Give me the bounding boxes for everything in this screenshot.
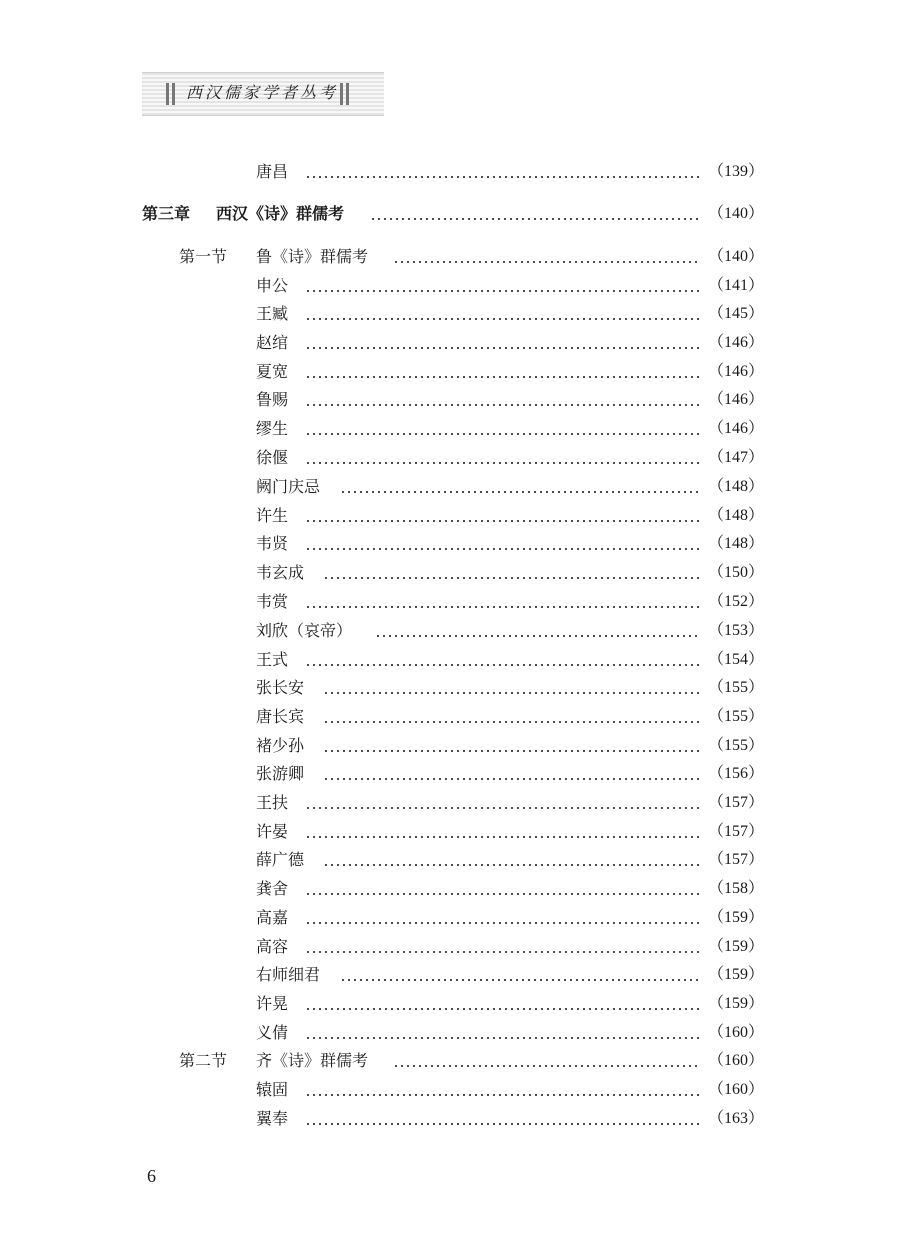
toc-entry-row xyxy=(256,1078,765,1102)
dot-leader xyxy=(305,836,700,838)
toc-title: 阙门庆忌 xyxy=(256,477,321,496)
dot-leader xyxy=(370,218,700,220)
toc-title: 高嘉 xyxy=(256,908,289,927)
toc-title: 右师细君 xyxy=(256,965,321,984)
dot-leader xyxy=(305,606,700,608)
toc-page-ref: （155） xyxy=(708,737,765,754)
toc-page-ref: （150） xyxy=(708,564,765,581)
toc-entry-row xyxy=(256,619,765,643)
toc-title: 夏宽 xyxy=(256,362,289,381)
toc-entry-row xyxy=(256,762,765,786)
toc-page-ref: （163） xyxy=(708,1110,765,1127)
toc-page-ref: （146） xyxy=(708,391,765,408)
dot-leader xyxy=(305,176,700,178)
toc-page-ref: （155） xyxy=(708,708,765,725)
toc-title: 高容 xyxy=(256,937,289,956)
dot-leader xyxy=(305,548,700,550)
dot-leader xyxy=(305,433,700,435)
toc-entry-row xyxy=(256,360,765,384)
toc-title: 许生 xyxy=(256,506,289,525)
toc-title: 薛广德 xyxy=(256,850,305,869)
toc-entry-row xyxy=(256,648,765,672)
toc-page-ref: （159） xyxy=(708,909,765,926)
toc-title: 义倩 xyxy=(256,1023,289,1042)
dot-leader xyxy=(305,1008,700,1010)
toc-page-ref: （152） xyxy=(708,593,765,610)
toc-page-ref: （160） xyxy=(708,1024,765,1041)
toc-title: 王扶 xyxy=(256,793,289,812)
toc-entry-row xyxy=(256,676,765,700)
dot-leader xyxy=(305,376,700,378)
dot-leader xyxy=(305,664,700,666)
toc-title: 韦玄成 xyxy=(256,563,305,582)
running-header-title: 西汉儒家学者丛考 xyxy=(186,83,339,102)
toc-entry-row xyxy=(256,590,765,614)
toc-page-ref: （148） xyxy=(708,478,765,495)
toc-entry-row xyxy=(256,302,765,326)
toc-page-ref: （148） xyxy=(708,507,765,524)
dot-leader xyxy=(305,951,700,953)
toc-entry-row xyxy=(256,820,765,844)
toc-page-ref: （157） xyxy=(708,794,765,811)
header-bar-left-inner xyxy=(172,83,175,105)
toc-page-ref: （154） xyxy=(708,651,765,668)
toc-page-ref: （141） xyxy=(708,277,765,294)
toc-title: 西汉《诗》群儒考 xyxy=(216,204,345,223)
toc-page-ref: （146） xyxy=(708,363,765,380)
toc-title: 鲁赐 xyxy=(256,390,289,409)
toc-entry-row xyxy=(256,705,765,729)
dot-leader xyxy=(340,979,700,981)
toc-section-row xyxy=(179,1049,765,1073)
toc-page-ref: （160） xyxy=(708,1052,765,1069)
toc-entry-row xyxy=(256,1107,765,1131)
dot-leader xyxy=(305,404,700,406)
toc-entry-row xyxy=(256,791,765,815)
toc-title: 翼奉 xyxy=(256,1109,289,1128)
toc-entry-row xyxy=(256,331,765,355)
dot-leader xyxy=(323,750,701,752)
header-bar-right xyxy=(346,83,349,105)
section-label: 第二节 xyxy=(179,1051,228,1070)
dot-leader xyxy=(323,721,701,723)
toc-page-ref: （140） xyxy=(708,248,765,265)
toc-entry-row xyxy=(256,561,765,585)
dot-leader xyxy=(305,893,700,895)
dot-leader xyxy=(305,1094,700,1096)
toc-title: 王臧 xyxy=(256,304,289,323)
toc-title: 褚少孙 xyxy=(256,736,305,755)
toc-title: 唐昌 xyxy=(256,162,289,181)
toc-page-ref: （157） xyxy=(708,823,765,840)
toc-entry-row xyxy=(256,906,765,930)
toc-page-ref: （139） xyxy=(708,163,765,180)
toc-title: 许晃 xyxy=(256,994,289,1013)
dot-leader xyxy=(305,1123,700,1125)
toc-title: 辕固 xyxy=(256,1080,289,1099)
toc-entry-row xyxy=(256,935,765,959)
toc-page-ref: （145） xyxy=(708,305,765,322)
toc-page-ref: （159） xyxy=(708,938,765,955)
toc-entry-row xyxy=(256,1021,765,1045)
toc-title: 齐《诗》群儒考 xyxy=(256,1051,369,1070)
toc-page-ref: （156） xyxy=(708,765,765,782)
dot-leader xyxy=(375,635,700,637)
chapter-label: 第三章 xyxy=(142,204,191,223)
toc-page-ref: （157） xyxy=(708,851,765,868)
toc-title: 赵绾 xyxy=(256,333,289,352)
toc-page-ref: （148） xyxy=(708,535,765,552)
toc-title: 缪生 xyxy=(256,419,289,438)
dot-leader xyxy=(393,1065,701,1067)
dot-leader xyxy=(305,520,700,522)
dot-leader xyxy=(323,864,701,866)
dot-leader xyxy=(393,261,701,263)
toc-entry-row xyxy=(256,446,765,470)
dot-leader xyxy=(305,922,700,924)
toc-page-ref: （159） xyxy=(708,995,765,1012)
dot-leader xyxy=(305,462,700,464)
toc-title: 王式 xyxy=(256,650,289,669)
toc-entry-row xyxy=(256,160,765,184)
toc-entry-row xyxy=(256,877,765,901)
toc-page-ref: （153） xyxy=(708,622,765,639)
dot-leader xyxy=(305,807,700,809)
header-bar-right-inner xyxy=(340,83,343,105)
toc-title: 申公 xyxy=(256,276,289,295)
dot-leader xyxy=(305,347,700,349)
toc-entry-row xyxy=(256,504,765,528)
toc-page-ref: （155） xyxy=(708,679,765,696)
toc-chapter-row xyxy=(142,202,765,226)
toc-title: 张长安 xyxy=(256,678,305,697)
toc-page-ref: （158） xyxy=(708,880,765,897)
toc-page-ref: （160） xyxy=(708,1081,765,1098)
toc-title: 韦贤 xyxy=(256,534,289,553)
toc-entry-row xyxy=(256,532,765,556)
toc-page-ref: （146） xyxy=(708,334,765,351)
toc-title: 龚舍 xyxy=(256,879,289,898)
toc-page-ref: （147） xyxy=(708,449,765,466)
toc-entry-row xyxy=(256,388,765,412)
toc-entry-row xyxy=(256,475,765,499)
dot-leader xyxy=(340,491,700,493)
toc-entry-row xyxy=(256,417,765,441)
toc-section-row xyxy=(179,245,765,269)
dot-leader xyxy=(305,318,700,320)
dot-leader xyxy=(323,692,701,694)
dot-leader xyxy=(323,577,701,579)
toc-page-ref: （140） xyxy=(708,205,765,222)
toc-page-ref: （159） xyxy=(708,966,765,983)
toc-title: 唐长宾 xyxy=(256,707,305,726)
page-number: 6 xyxy=(147,1166,156,1186)
dot-leader xyxy=(323,778,701,780)
header-bar-left xyxy=(166,83,169,105)
toc-title: 鲁《诗》群儒考 xyxy=(256,247,369,266)
toc-title: 徐偃 xyxy=(256,448,289,467)
toc-title: 韦赏 xyxy=(256,592,289,611)
toc-page-ref: （146） xyxy=(708,420,765,437)
toc-title: 张游卿 xyxy=(256,764,305,783)
toc-entry-row xyxy=(256,992,765,1016)
toc-entry-row xyxy=(256,848,765,872)
dot-leader xyxy=(305,290,700,292)
dot-leader xyxy=(305,1037,700,1039)
toc-entry-row xyxy=(256,274,765,298)
section-label: 第一节 xyxy=(179,247,228,266)
toc-entry-row xyxy=(256,963,765,987)
toc-entry-row xyxy=(256,734,765,758)
toc-title: 刘欣（哀帝） xyxy=(256,621,353,640)
toc-title: 许晏 xyxy=(256,822,289,841)
